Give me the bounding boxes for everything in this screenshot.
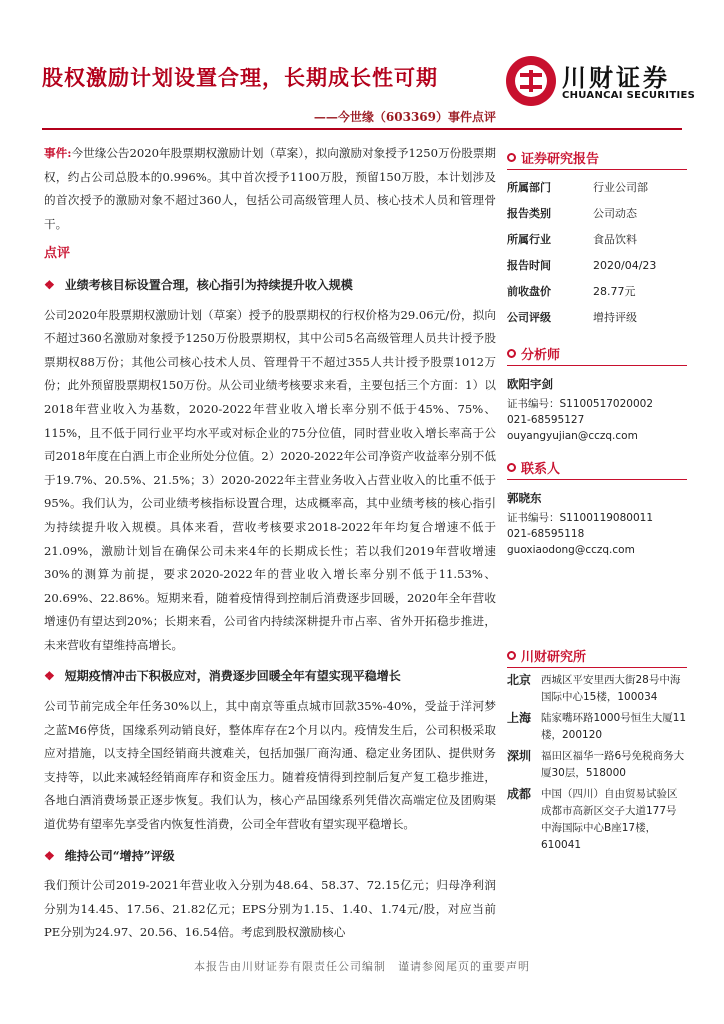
contact-phone: 021-68595118: [507, 528, 585, 540]
contact-header: 联系人: [507, 458, 687, 480]
event-paragraph: [44, 142, 496, 236]
ring-icon: [507, 349, 516, 358]
bullet-heading-2: ❖ 短期疫情冲击下积极应对，消费逐步回暖全年有望实现平稳增长: [44, 665, 496, 689]
office-item: 北京 西城区平安里西大街28号中海国际中心15楼，100034: [507, 673, 681, 703]
ring-icon: [507, 651, 516, 660]
bullet-heading-1: ❖ 业绩考核目标设置合理，核心指引为持续提升收入规模: [44, 274, 496, 298]
contact-email[interactable]: guoxiaodong@cczq.com: [507, 544, 635, 556]
sidebar: [507, 148, 687, 854]
page-title: 股权激励计划设置合理，长期成长性可期: [42, 65, 438, 90]
logo-mark-icon: [506, 56, 556, 106]
office-item: 上海 陆家嘴环路1000号恒生大厦11楼，200120: [507, 711, 687, 741]
analyst-email[interactable]: ouyangyujian@cczq.com: [507, 430, 638, 442]
section-title: 点评: [44, 246, 71, 262]
logo-en-text: CHUANCAI SECURITIES: [562, 90, 696, 101]
analyst-name: 欧阳宇剑: [507, 377, 553, 391]
info-row: 前收盘价 28.77元: [507, 285, 636, 298]
bullet-heading-3: ❖ 维持公司“增持”评级: [44, 845, 496, 869]
office-list: [507, 672, 687, 854]
header-divider: [42, 128, 682, 130]
analyst-card: [507, 376, 687, 444]
contact-cert: 证书编号：S1100119080011: [507, 512, 654, 524]
info-row: 报告类别 公司动态: [507, 207, 637, 220]
analyst-phone: 021-68595127: [507, 414, 585, 426]
logo-cn-text: 川财证券: [562, 64, 670, 92]
contact-card: [507, 490, 687, 558]
report-info-header: 证券研究报告: [507, 148, 687, 170]
diamond-bullet-icon: ❖: [44, 277, 55, 292]
main-content: [44, 142, 496, 945]
office-item: 成都 中国（四川）自由贸易试验区成都市高新区交子大道177号中海国际中心B座17楼，610041: [507, 787, 678, 851]
report-info-table: [507, 174, 687, 330]
body-paragraph: 公司2020年股票期权激励计划（草案）授予的股票期权的行权价格为29.06元/份，拟向不超过360名激励对象授予1250万份股票期权，其中公司5名高级管理人员共计授予股票期权88万份；其他公司核心技术人员、管理骨干不超过355人共计授予股票1012万份；此外预留股票期权150万份。从公司业绩考核要求来看，主要包括三个方面：1）以2018年营业收入为基数，2020-2022年营业收入增长率分别不低于45%、75%、115%，且不低于同行业平均水平或对标企业的75分位值，同时营业收入增长率高于公司2018年度在白酒上市企业所处分位值。2）2020-2022年公司净资产收益率分别不低于19.7%、20.5%、21.5%；3）2020-2022年主营业务收入占营业收入的比重不低于95%。我们认为，公司业绩考核指标设置合理，达成概率高，其中业绩考核的核心指引为持续提升收入规模。具体来看，营收考核要求2018-2022年年均复合增速不低于21.09%，激励计划旨在确保公司未来4年的长期成长性；若以我们2019年营收增速30%的测算为前提，要求2020-2022年的营业收入增长率分别不低于11.53%、20.69%、22.86%。短期来看，随着疫情得到控制后消费逐步回暖，2020年全年营收增速仍有望达到20%；长期来看，公司省内持续深耕提升市占率、省外开拓稳步推进，未来营收有望维持高增长。: [44, 307, 496, 652]
info-row: 所属部门 行业公司部: [507, 181, 648, 194]
info-row: 公司评级 增持评级: [507, 311, 637, 324]
ring-icon: [507, 463, 516, 472]
institute-header: 川财研究所: [507, 646, 687, 668]
event-label: 事件:: [44, 146, 72, 160]
body-paragraph: 我们预计公司2019-2021年营业收入分别为48.64、58.37、72.15亿元；归母净利润分别为14.45、17.56、21.82亿元；EPS分别为1.15、1.40、1.74元/股，对应当前PE分别为24.97、20.56、16.54倍。考虑到股权激励核心: [44, 878, 496, 940]
info-row: 报告时间 2020/04/23: [507, 258, 657, 272]
event-text: 今世缘公告2020年股票期权激励计划（草案），拟向激励对象授予1250万份股票期权，约占公司总股本的0.996%。其中首次授予1100万股，预留150万股，本计划涉及的首次授予的激励对象不超过360人，包括公司高级管理人员、核心技术人员和管理骨干。: [44, 146, 497, 231]
diamond-bullet-icon: ❖: [44, 848, 55, 863]
footer-disclaimer: 本报告由川财证券有限责任公司编制 谨请参阅尾页的重要声明: [194, 960, 530, 973]
contact-name: 郭晓东: [507, 491, 542, 505]
analyst-cert: 证书编号：S1100517020002: [507, 398, 654, 410]
analyst-header: 分析师: [507, 344, 687, 366]
page-subtitle: ——今世缘（603369）事件点评: [313, 110, 496, 124]
diamond-bullet-icon: ❖: [44, 669, 55, 684]
ring-icon: [507, 153, 516, 162]
info-row: 所属行业 食品饮料: [507, 233, 637, 246]
company-logo: [506, 56, 706, 110]
office-item: 深圳 福田区福华一路6号免税商务大厦30层，518000: [507, 749, 685, 779]
body-paragraph: 公司节前完成全年任务30%以上，其中南京等重点城市回款35%-40%，受益于洋河梦之蓝M6停货，国缘系列动销良好，整体库存在2个月以内。疫情发生后，公司积极采取应对措施，以支持全国经销商共渡难关，包括加强厂商沟通、稳定业务团队、提供财务支持等，以此来减轻经销商库存和资金压力。随着疫情得到控制后复产复工稳步推进，各地白酒消费场景正逐步恢复。我们认为，核心产品国缘系列凭借次高端定位及团购渠道优势有望率先享受省内恢复性消费，公司全年营收有望实现平稳增长。: [44, 699, 496, 832]
